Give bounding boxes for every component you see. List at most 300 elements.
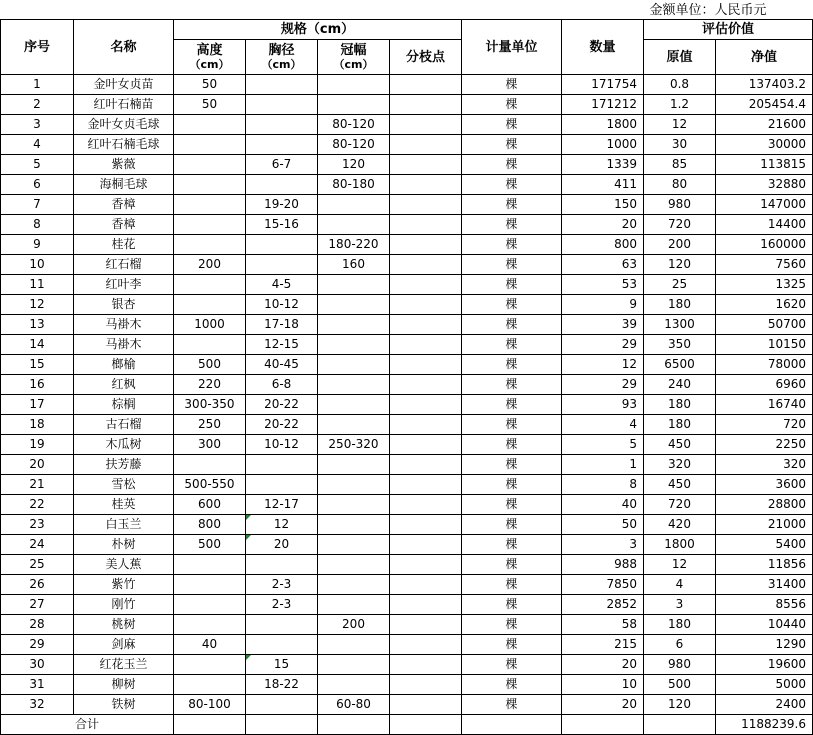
cell-orig: 500 bbox=[644, 675, 716, 695]
cell-unit: 棵 bbox=[462, 335, 562, 355]
table-row bbox=[1, 595, 813, 615]
cell-dbh bbox=[246, 115, 318, 135]
cell-qty: 93 bbox=[562, 395, 644, 415]
cell-crown: 160 bbox=[318, 255, 390, 275]
cell-name: 金叶女贞苗 bbox=[74, 75, 174, 95]
cell-dbh bbox=[246, 455, 318, 475]
cell-branch bbox=[390, 75, 462, 95]
cell-seq: 25 bbox=[1, 555, 74, 575]
cell-dbh bbox=[246, 615, 318, 635]
table-row bbox=[1, 435, 813, 455]
cell-height bbox=[174, 235, 246, 255]
cell-net: 137403.2 bbox=[716, 75, 813, 95]
cell-crown: 180-220 bbox=[318, 235, 390, 255]
cell-name: 马褂木 bbox=[74, 335, 174, 355]
cell-dbh: 6-7 bbox=[246, 155, 318, 175]
cell-branch bbox=[390, 235, 462, 255]
cell-crown: 80-120 bbox=[318, 135, 390, 155]
header-dbh bbox=[246, 40, 318, 75]
cell-branch bbox=[390, 655, 462, 675]
cell-crown bbox=[318, 495, 390, 515]
cell-net: 1620 bbox=[716, 295, 813, 315]
cell-unit: 棵 bbox=[462, 395, 562, 415]
cell-height: 50 bbox=[174, 75, 246, 95]
total-row bbox=[1, 715, 813, 735]
cell-seq: 26 bbox=[1, 575, 74, 595]
table-row bbox=[1, 575, 813, 595]
cell-branch bbox=[390, 215, 462, 235]
cell-seq: 27 bbox=[1, 595, 74, 615]
cell-name: 紫薇 bbox=[74, 155, 174, 175]
cell-unit: 棵 bbox=[462, 695, 562, 715]
cell-branch bbox=[390, 355, 462, 375]
cell-unit: 棵 bbox=[462, 655, 562, 675]
cell-height bbox=[174, 295, 246, 315]
cell-dbh: 12-15 bbox=[246, 335, 318, 355]
cell-name: 棕榈 bbox=[74, 395, 174, 415]
cell-orig: 120 bbox=[644, 255, 716, 275]
cell-qty: 50 bbox=[562, 515, 644, 535]
cell-name: 银杏 bbox=[74, 295, 174, 315]
cell-dbh bbox=[246, 235, 318, 255]
cell-seq: 18 bbox=[1, 415, 74, 435]
cell-unit: 棵 bbox=[462, 175, 562, 195]
cell-orig: 80 bbox=[644, 175, 716, 195]
table-row bbox=[1, 255, 813, 275]
cell-name: 红石榴 bbox=[74, 255, 174, 275]
blank-cell bbox=[462, 0, 562, 20]
cell-orig: 720 bbox=[644, 495, 716, 515]
cell-net: 78000 bbox=[716, 355, 813, 375]
blank-cell bbox=[74, 0, 174, 20]
cell-name: 柳树 bbox=[74, 675, 174, 695]
cell-dbh: 18-22 bbox=[246, 675, 318, 695]
cell-crown bbox=[318, 475, 390, 495]
cell-unit: 棵 bbox=[462, 595, 562, 615]
cell-qty: 39 bbox=[562, 315, 644, 335]
cell-dbh: 20 bbox=[246, 535, 318, 555]
blank-cell bbox=[246, 0, 318, 20]
table-row bbox=[1, 175, 813, 195]
table-row bbox=[1, 215, 813, 235]
cell-height bbox=[174, 675, 246, 695]
cell-branch bbox=[390, 535, 462, 555]
cell-qty: 150 bbox=[562, 195, 644, 215]
cell-branch bbox=[390, 635, 462, 655]
cell-net: 2250 bbox=[716, 435, 813, 455]
cell-crown bbox=[318, 375, 390, 395]
cell-dbh bbox=[246, 475, 318, 495]
cell-branch bbox=[390, 415, 462, 435]
table-row bbox=[1, 395, 813, 415]
cell-qty: 58 bbox=[562, 615, 644, 635]
table-row bbox=[1, 295, 813, 315]
table-row bbox=[1, 555, 813, 575]
cell-crown bbox=[318, 595, 390, 615]
cell-dbh: 2-3 bbox=[246, 575, 318, 595]
cell-branch bbox=[390, 475, 462, 495]
cell-crown: 60-80 bbox=[318, 695, 390, 715]
cell-net: 16740 bbox=[716, 395, 813, 415]
cell-dbh: 15-16 bbox=[246, 215, 318, 235]
header-net: 净值 bbox=[716, 40, 813, 75]
cell-unit: 棵 bbox=[462, 515, 562, 535]
table-row bbox=[1, 655, 813, 675]
cell-crown bbox=[318, 275, 390, 295]
cell-net: 21600 bbox=[716, 115, 813, 135]
cell-crown: 80-180 bbox=[318, 175, 390, 195]
cell-height: 500-550 bbox=[174, 475, 246, 495]
cell-net: 10440 bbox=[716, 615, 813, 635]
cell-unit: 棵 bbox=[462, 315, 562, 335]
cell-dbh bbox=[246, 175, 318, 195]
cell-unit: 棵 bbox=[462, 95, 562, 115]
cell-net: 5400 bbox=[716, 535, 813, 555]
cell-height: 80-100 bbox=[174, 695, 246, 715]
cell-name: 马褂木 bbox=[74, 315, 174, 335]
cell-dbh bbox=[246, 255, 318, 275]
table-row bbox=[1, 475, 813, 495]
header-height-label: 高度 bbox=[196, 43, 223, 58]
cell-branch bbox=[390, 615, 462, 635]
cell-seq: 31 bbox=[1, 675, 74, 695]
total-net: 1188239.6 bbox=[716, 715, 813, 735]
cell-marker-icon bbox=[246, 655, 251, 660]
blank-cell bbox=[562, 715, 644, 735]
table-row bbox=[1, 135, 813, 155]
cell-dbh: 10-12 bbox=[246, 435, 318, 455]
cell-name: 红叶李 bbox=[74, 275, 174, 295]
cell-orig: 180 bbox=[644, 295, 716, 315]
cell-height bbox=[174, 615, 246, 635]
cell-net: 2400 bbox=[716, 695, 813, 715]
cell-net: 160000 bbox=[716, 235, 813, 255]
cell-seq: 3 bbox=[1, 115, 74, 135]
cell-name: 扶芳藤 bbox=[74, 455, 174, 475]
cell-crown bbox=[318, 315, 390, 335]
cell-branch bbox=[390, 175, 462, 195]
blank-cell bbox=[562, 0, 644, 20]
cell-crown bbox=[318, 335, 390, 355]
cell-height: 50 bbox=[174, 95, 246, 115]
cell-crown bbox=[318, 455, 390, 475]
blank-cell bbox=[174, 0, 246, 20]
cell-branch bbox=[390, 335, 462, 355]
cell-height: 1000 bbox=[174, 315, 246, 335]
cell-orig: 1800 bbox=[644, 535, 716, 555]
cell-crown bbox=[318, 295, 390, 315]
table-row bbox=[1, 675, 813, 695]
cell-dbh bbox=[246, 695, 318, 715]
cell-seq: 29 bbox=[1, 635, 74, 655]
cell-seq: 11 bbox=[1, 275, 74, 295]
cell-seq: 24 bbox=[1, 535, 74, 555]
cell-unit: 棵 bbox=[462, 275, 562, 295]
cell-branch bbox=[390, 395, 462, 415]
cell-qty: 63 bbox=[562, 255, 644, 275]
blank-cell bbox=[174, 715, 246, 735]
header-spec-group: 规格（cm） bbox=[174, 20, 462, 40]
cell-orig: 30 bbox=[644, 135, 716, 155]
cell-name: 红花玉兰 bbox=[74, 655, 174, 675]
cell-seq: 10 bbox=[1, 255, 74, 275]
cell-branch bbox=[390, 375, 462, 395]
cell-orig: 180 bbox=[644, 615, 716, 635]
blank-cell bbox=[390, 715, 462, 735]
cell-net: 30000 bbox=[716, 135, 813, 155]
cell-orig: 6500 bbox=[644, 355, 716, 375]
table-row bbox=[1, 355, 813, 375]
cell-seq: 1 bbox=[1, 75, 74, 95]
cell-net: 5000 bbox=[716, 675, 813, 695]
cell-crown bbox=[318, 215, 390, 235]
cell-height: 250 bbox=[174, 415, 246, 435]
table-row bbox=[1, 275, 813, 295]
cell-net: 147000 bbox=[716, 195, 813, 215]
table-row bbox=[1, 515, 813, 535]
cell-net: 10150 bbox=[716, 335, 813, 355]
cell-name: 木瓜树 bbox=[74, 435, 174, 455]
cell-qty: 1339 bbox=[562, 155, 644, 175]
cell-crown bbox=[318, 355, 390, 375]
blank-cell bbox=[390, 0, 462, 20]
cell-qty: 988 bbox=[562, 555, 644, 575]
header-unit: 计量单位 bbox=[462, 20, 562, 75]
cell-orig: 85 bbox=[644, 155, 716, 175]
cell-branch bbox=[390, 275, 462, 295]
total-label: 合计 bbox=[1, 715, 174, 735]
cell-height bbox=[174, 555, 246, 575]
cell-qty: 8 bbox=[562, 475, 644, 495]
cell-branch bbox=[390, 115, 462, 135]
cell-seq: 7 bbox=[1, 195, 74, 215]
cell-qty: 5 bbox=[562, 435, 644, 455]
cell-qty: 411 bbox=[562, 175, 644, 195]
cell-branch bbox=[390, 495, 462, 515]
cell-seq: 19 bbox=[1, 435, 74, 455]
cell-branch bbox=[390, 435, 462, 455]
cell-crown bbox=[318, 635, 390, 655]
cell-dbh: 20-22 bbox=[246, 415, 318, 435]
cell-qty: 171754 bbox=[562, 75, 644, 95]
cell-name: 古石榴 bbox=[74, 415, 174, 435]
cell-orig: 350 bbox=[644, 335, 716, 355]
cell-qty: 7850 bbox=[562, 575, 644, 595]
header-crown bbox=[318, 40, 390, 75]
cell-crown bbox=[318, 415, 390, 435]
cell-seq: 9 bbox=[1, 235, 74, 255]
cell-unit: 棵 bbox=[462, 75, 562, 95]
cell-dbh: 2-3 bbox=[246, 595, 318, 615]
cell-height: 500 bbox=[174, 535, 246, 555]
cell-unit: 棵 bbox=[462, 555, 562, 575]
cell-height bbox=[174, 655, 246, 675]
table-row bbox=[1, 375, 813, 395]
cell-dbh bbox=[246, 135, 318, 155]
cell-unit: 棵 bbox=[462, 535, 562, 555]
cell-unit: 棵 bbox=[462, 635, 562, 655]
header-dbh-unit: （cm） bbox=[261, 58, 302, 71]
blank-cell bbox=[318, 715, 390, 735]
cell-crown: 120 bbox=[318, 155, 390, 175]
cell-crown bbox=[318, 675, 390, 695]
cell-orig: 200 bbox=[644, 235, 716, 255]
cell-branch bbox=[390, 515, 462, 535]
cell-branch bbox=[390, 95, 462, 115]
cell-unit: 棵 bbox=[462, 195, 562, 215]
cell-name: 红叶石楠苗 bbox=[74, 95, 174, 115]
cell-net: 1325 bbox=[716, 275, 813, 295]
cell-net: 21000 bbox=[716, 515, 813, 535]
cell-qty: 9 bbox=[562, 295, 644, 315]
header-crown-label: 冠幅 bbox=[340, 43, 367, 58]
cell-height bbox=[174, 115, 246, 135]
table-row bbox=[1, 455, 813, 475]
cell-unit: 棵 bbox=[462, 255, 562, 275]
cell-qty: 40 bbox=[562, 495, 644, 515]
cell-branch bbox=[390, 575, 462, 595]
header-value-group: 评估价值 bbox=[644, 20, 813, 40]
cell-name: 桃树 bbox=[74, 615, 174, 635]
cell-seq: 6 bbox=[1, 175, 74, 195]
cell-unit: 棵 bbox=[462, 495, 562, 515]
cell-unit: 棵 bbox=[462, 295, 562, 315]
cell-dbh bbox=[246, 95, 318, 115]
cell-orig: 12 bbox=[644, 555, 716, 575]
cell-crown: 200 bbox=[318, 615, 390, 635]
header-row-1 bbox=[1, 20, 813, 40]
table-row bbox=[1, 615, 813, 635]
table-row bbox=[1, 535, 813, 555]
cell-seq: 16 bbox=[1, 375, 74, 395]
cell-net: 1290 bbox=[716, 635, 813, 655]
cell-orig: 6 bbox=[644, 635, 716, 655]
cell-branch bbox=[390, 295, 462, 315]
cell-unit: 棵 bbox=[462, 215, 562, 235]
header-dbh-label: 胸径 bbox=[268, 43, 295, 58]
cell-net: 14400 bbox=[716, 215, 813, 235]
table-row bbox=[1, 115, 813, 135]
table-row bbox=[1, 155, 813, 175]
cell-orig: 4 bbox=[644, 575, 716, 595]
cell-qty: 29 bbox=[562, 375, 644, 395]
cell-height: 600 bbox=[174, 495, 246, 515]
cell-orig: 180 bbox=[644, 395, 716, 415]
header-qty: 数量 bbox=[562, 20, 644, 75]
cell-qty: 20 bbox=[562, 215, 644, 235]
cell-height bbox=[174, 135, 246, 155]
blank-cell bbox=[318, 0, 390, 20]
header-height-unit: （cm） bbox=[189, 58, 230, 71]
blank-cell bbox=[246, 715, 318, 735]
cell-dbh bbox=[246, 555, 318, 575]
cell-orig: 450 bbox=[644, 435, 716, 455]
cell-unit: 棵 bbox=[462, 475, 562, 495]
cell-name: 美人蕉 bbox=[74, 555, 174, 575]
cell-orig: 1.2 bbox=[644, 95, 716, 115]
cell-qty: 20 bbox=[562, 655, 644, 675]
cell-seq: 4 bbox=[1, 135, 74, 155]
table-row bbox=[1, 635, 813, 655]
cell-height: 220 bbox=[174, 375, 246, 395]
cell-orig: 12 bbox=[644, 115, 716, 135]
cell-qty: 2852 bbox=[562, 595, 644, 615]
cell-net: 113815 bbox=[716, 155, 813, 175]
cell-unit: 棵 bbox=[462, 235, 562, 255]
table-body bbox=[1, 0, 813, 735]
cell-unit: 棵 bbox=[462, 355, 562, 375]
cell-net: 19600 bbox=[716, 655, 813, 675]
cell-net: 3600 bbox=[716, 475, 813, 495]
cell-branch bbox=[390, 195, 462, 215]
cell-dbh: 12-17 bbox=[246, 495, 318, 515]
cell-seq: 23 bbox=[1, 515, 74, 535]
cell-crown: 80-120 bbox=[318, 115, 390, 135]
cell-qty: 53 bbox=[562, 275, 644, 295]
table-row bbox=[1, 415, 813, 435]
cell-height bbox=[174, 575, 246, 595]
cell-orig: 0.8 bbox=[644, 75, 716, 95]
cell-qty: 20 bbox=[562, 695, 644, 715]
cell-orig: 3 bbox=[644, 595, 716, 615]
cell-name: 白玉兰 bbox=[74, 515, 174, 535]
cell-height: 40 bbox=[174, 635, 246, 655]
unit-note-row bbox=[1, 0, 813, 20]
cell-name: 红枫 bbox=[74, 375, 174, 395]
header-crown-unit: （cm） bbox=[333, 58, 374, 71]
cell-dbh bbox=[246, 75, 318, 95]
cell-crown bbox=[318, 515, 390, 535]
cell-branch bbox=[390, 315, 462, 335]
blank-cell bbox=[1, 0, 74, 20]
cell-height bbox=[174, 335, 246, 355]
table-row bbox=[1, 315, 813, 335]
cell-name: 香樟 bbox=[74, 215, 174, 235]
cell-seq: 20 bbox=[1, 455, 74, 475]
cell-height: 300 bbox=[174, 435, 246, 455]
header-branch: 分枝点 bbox=[390, 40, 462, 75]
cell-height: 800 bbox=[174, 515, 246, 535]
cell-unit: 棵 bbox=[462, 615, 562, 635]
cell-net: 32880 bbox=[716, 175, 813, 195]
cell-height bbox=[174, 155, 246, 175]
cell-qty: 800 bbox=[562, 235, 644, 255]
blank-cell bbox=[462, 715, 562, 735]
cell-unit: 棵 bbox=[462, 455, 562, 475]
cell-seq: 14 bbox=[1, 335, 74, 355]
cell-orig: 240 bbox=[644, 375, 716, 395]
cell-seq: 22 bbox=[1, 495, 74, 515]
cell-branch bbox=[390, 555, 462, 575]
cell-unit: 棵 bbox=[462, 155, 562, 175]
cell-name: 桂花 bbox=[74, 235, 174, 255]
table-row bbox=[1, 235, 813, 255]
cell-unit: 棵 bbox=[462, 135, 562, 155]
cell-qty: 1800 bbox=[562, 115, 644, 135]
cell-crown bbox=[318, 395, 390, 415]
cell-unit: 棵 bbox=[462, 575, 562, 595]
cell-net: 50700 bbox=[716, 315, 813, 335]
cell-crown bbox=[318, 75, 390, 95]
cell-crown bbox=[318, 655, 390, 675]
cell-net: 7560 bbox=[716, 255, 813, 275]
cell-net: 720 bbox=[716, 415, 813, 435]
cell-seq: 21 bbox=[1, 475, 74, 495]
cell-height bbox=[174, 195, 246, 215]
cell-height bbox=[174, 175, 246, 195]
cell-qty: 171212 bbox=[562, 95, 644, 115]
cell-unit: 棵 bbox=[462, 675, 562, 695]
